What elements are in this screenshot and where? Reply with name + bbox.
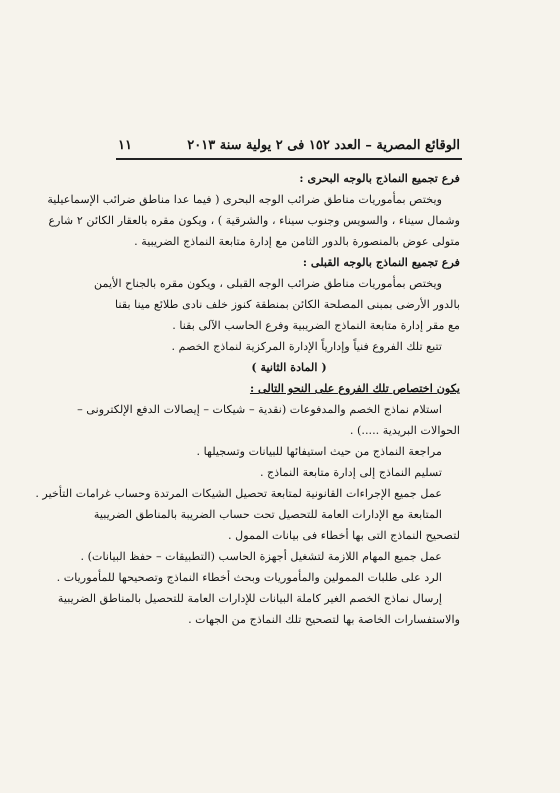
document-body <box>35 168 460 630</box>
list-item: عمل جميع المهام اللازمة لتشغيل أجهزة الحاسب (التطبيقات – حفظ البيانات) . <box>80 550 442 563</box>
paragraph-line: تتبع تلك الفروع فنياً وإدارياً الإدارة المركزية لنماذج الخصم . <box>171 340 442 353</box>
paragraph-line: ويختص بمأموريات مناطق ضرائب الوجه القبلى ، ويكون مقره بالجناح الأيمن <box>93 277 442 290</box>
list-item-continued: لتصحيح النماذج التى بها أخطاء فى بيانات الممول . <box>227 529 460 542</box>
list-item: عمل جميع الإجراءات القانونية لمتابعة تحصيل الشيكات المرتدة وحساب غرامات التأخير . <box>35 487 442 500</box>
article-heading: ( المادة الثانية ) <box>251 360 327 374</box>
header-title: الوقائع المصرية – العدد ١٥٢ فى ٢ يولية سنة ٢٠١٣ <box>187 138 460 153</box>
section-heading-north: فرع تجميع النماذج بالوجه البحرى : <box>299 171 460 185</box>
header-rule <box>116 158 462 160</box>
list-item: إرسال نماذج الخصم الغير كاملة البيانات للإدارات العامة للتحصيل بالمناطق الضريبية <box>57 592 442 605</box>
article-intro: يكون اختصاص تلك الفروع على النحو التالى : <box>249 381 460 395</box>
list-item: المتابعة مع الإدارات العامة للتحصيل تحت حساب الضريبة بالمناطق الضريبية <box>93 508 442 521</box>
paragraph-line: ويختص بمأموريات مناطق ضرائب الوجه البحرى ( فيما عدا مناطق ضرائب الإسماعيلية <box>47 193 442 206</box>
paragraph-line: مع مقر إدارة متابعة النماذج الضريبية وفرع الحاسب الآلى بقنا . <box>172 319 460 332</box>
list-item-continued: الحوالات البريدية .....) . <box>349 424 460 437</box>
page-header <box>118 138 460 153</box>
paragraph-line: متولى عوض بالمنصورة بالدور الثامن مع إدارة متابعة النماذج الضريبية . <box>134 235 460 248</box>
paragraph-line: وشمال سيناء ، والسويس وجنوب سيناء ، والشرقية ) ، ويكون مقره بالعقار الكائن ٢ شارع <box>48 214 460 227</box>
page-number: ١١ <box>118 138 132 153</box>
paragraph-line: بالدور الأرضى بمبنى المصلحة الكائن بمنطقة كنوز خلف نادى طلائع مينا بقنا <box>115 298 460 311</box>
list-item: تسليم النماذج إلى إدارة متابعة النماذج . <box>259 466 442 479</box>
list-item: الرد على طلبات الممولين والمأموريات وبحث أخطاء النماذج وتصحيحها للمأموريات . <box>56 571 442 584</box>
list-item-continued: والاستفسارات الخاصة بها لتصحيح تلك النماذج من الجهات . <box>188 613 460 626</box>
section-heading-south: فرع تجميع النماذج بالوجه القبلى : <box>302 255 460 269</box>
list-item: استلام نماذج الخصم والمدفوعات (نقدية – شيكات – إيصالات الدفع الإلكترونى – <box>77 403 442 416</box>
list-item: مراجعة النماذج من حيث استيفائها للبيانات وتسجيلها . <box>196 445 442 458</box>
